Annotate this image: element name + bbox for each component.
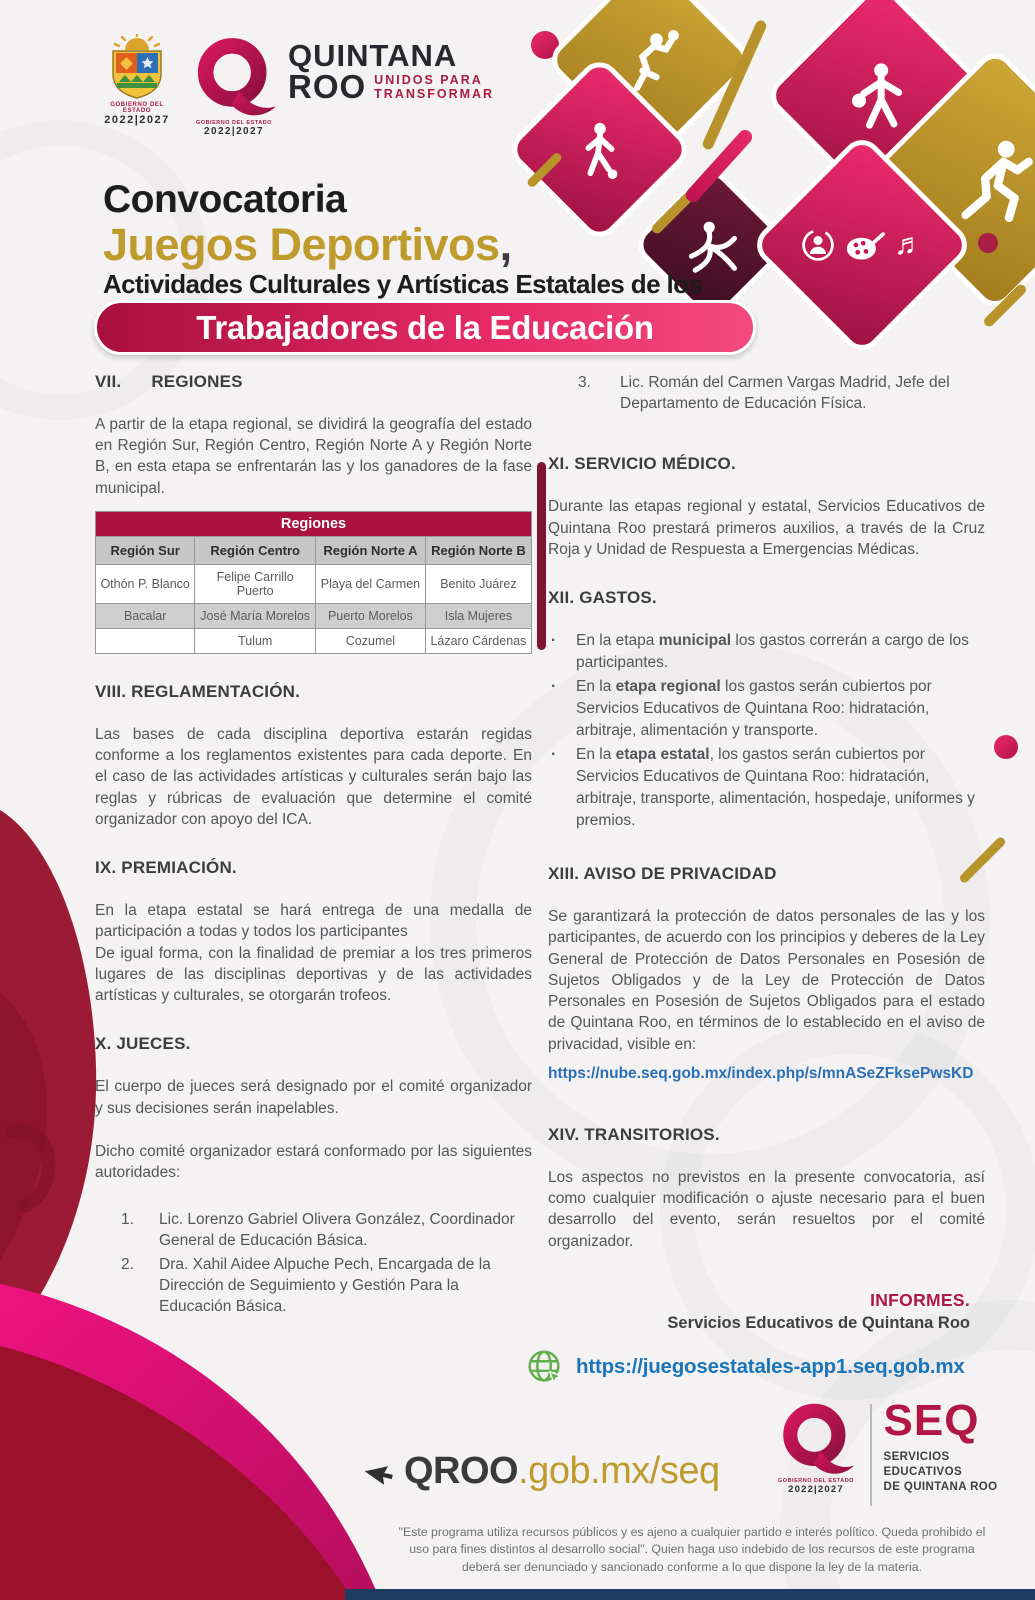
legal-disclaimer: "Este programa utiliza recursos públicos y es ajeno a cualquier partido e interés político. Queda prohibido el uso para fines distintos al desarrollo social". Quien haga uso indebido de los recursos de este programa deberá ser denunciado y sancionado conforme a lo que dispone la ley de la materia.: [398, 1525, 986, 1574]
table-header: Región Sur: [96, 536, 195, 564]
table-header: Región Norte B: [425, 536, 531, 564]
brand-years: 2022|2027: [204, 126, 264, 137]
table-cell: Isla Mujeres: [425, 603, 531, 628]
runner-icon: [953, 138, 1035, 222]
premiacion-paragraph-2: De igual forma, con la finalidad de premiar a los tres primeros lugares de las disciplinas deportivas y de las actividades artísticas y culturales, se otorgarán trofeos.: [95, 944, 532, 1005]
regiones-paragraph: A partir de la etapa regional, se dividirá la geografía del estado en Región Sur, Región Centro, Región Norte A y Región Norte B, en esta etapa se enfrentarán las y los ganadores de la fase municipal.: [95, 416, 532, 497]
premiacion-paragraph-1: En la etapa estatal se hará entrega de una medalla de participación a todas y todos los participantes: [95, 902, 532, 941]
table-title: Regiones: [96, 511, 532, 536]
portal-row: [524, 1346, 965, 1388]
section-heading-servicio-medico: XI. SERVICIO MÉDICO.: [548, 454, 736, 474]
bullet-item: · En la etapa regional los gastos serán cubiertos por Servicios Educativos de Quintana Roo: hidratación, arbitraje, alimentación y transporte.: [548, 676, 985, 742]
servicio-medico-paragraph: Durante las etapas regional y estatal, Servicios Educativos de Quintana Roo prestará primeros auxilios, a través de la Cruz Roja y Unidad de Respuesta a Emergencias Médicas.: [548, 498, 985, 558]
table-header: Región Centro: [195, 536, 316, 564]
brand-tagline-1: UNIDOS PARA: [374, 72, 483, 87]
seq-acronym: SEQ: [883, 1396, 980, 1445]
crimson-dot: [978, 233, 998, 253]
list-item: 3. Lic. Román del Carmen Vargas Madrid, Jefe del Departamento de Educación Física.: [578, 374, 950, 413]
aviso-paragraph: Se garantizará la protección de datos personales de las y los participantes, de acuerdo con los principios y deberes de la Ley General de Protección de Datos Personales en Posesión de Sujetos Obligados y de la Ley de Protección de Datos Personales en Posesión de Sujetos Obligados para el estado de Quintana Roo, en términos de lo establecido en el aviso de privacidad, visible en:: [548, 908, 985, 1053]
state-coat-of-arms: [98, 34, 176, 126]
section-heading-transitorios: XIV. TRANSITORIOS.: [548, 1124, 720, 1144]
bullet-glyph: ·: [551, 632, 557, 650]
table-cell: Lázaro Cárdenas: [425, 628, 531, 653]
table-header: Región Norte A: [316, 536, 426, 564]
crimson-gutter-line: [537, 462, 546, 650]
table-cell: Tulum: [195, 628, 316, 653]
bottom-navy-bar: [345, 1589, 1035, 1600]
seq-divider: [870, 1404, 872, 1506]
coat-of-arms-icon: [98, 34, 176, 100]
quintana-roo-logo: [186, 34, 494, 137]
seq-q-icon: [772, 1400, 860, 1478]
seq-logo-block: [772, 1396, 998, 1506]
table-cell: Cozumel: [316, 628, 426, 653]
section-heading-regiones: VII. REGIONES: [95, 372, 243, 391]
cursor-arrow-icon: [366, 1457, 396, 1487]
title-banner: Trabajadores de la Educación: [94, 300, 756, 355]
informes-org: Servicios Educativos de Quintana Roo: [667, 1314, 970, 1332]
title-actividades: Actividades Culturales y Artísticas Estatales de los: [103, 269, 703, 299]
table-cell: Puerto Morelos: [316, 603, 426, 628]
palette-icon: [845, 228, 885, 262]
gastos-bullet-list: [548, 630, 985, 832]
dancer-icon: [684, 217, 740, 273]
table-cell: Benito Juárez: [425, 564, 531, 603]
seq-gob-years: 2022|2027: [788, 1484, 844, 1495]
table-cell: Felipe Carrillo Puerto: [195, 564, 316, 603]
table-row: [96, 564, 532, 603]
table-cell: José María Morelos: [195, 603, 316, 628]
bullet-item: · En la etapa estatal, los gastos serán cubiertos por Servicios Educativos de Quintana Roo: hidratación, arbitraje, transporte, alimentación, hospedaje, uniformes y premios.: [548, 744, 985, 832]
bullet-glyph: ·: [551, 678, 557, 696]
authorities-list: [95, 1209, 532, 1317]
table-row: [96, 603, 532, 628]
section-heading-jueces: X. JUECES.: [95, 1034, 191, 1054]
transitorios-paragraph: Los aspectos no previstos en la presente convocatoria, así como cualquier modificación o ajuste necesario para el buen desarrollo del evento, serán resueltos por el comité organizador.: [548, 1168, 985, 1250]
music-note-icon: ♬: [894, 228, 924, 261]
bullet-item: · En la etapa municipal los gastos correrán a cargo de los participantes.: [548, 630, 985, 674]
regiones-table: [95, 511, 532, 654]
left-column: [95, 372, 532, 1317]
brand-tagline-2: TRANSFORMAR: [374, 86, 495, 101]
reglamentacion-paragraph: Las bases de cada disciplina deportiva estarán regidas conforme a los reglamentos existentes para cada deporte. En el caso de las actividades artísticas y culturales serán bajo las reglas y rúbricas de evaluación que determine el comité organizador con apoyo del ICA.: [95, 725, 532, 828]
privacy-notice-link[interactable]: https://nube.seq.gob.mx/index.php/s/mnASeZFksePwsKD: [548, 1064, 974, 1082]
jueces-paragraph-1: El cuerpo de jueces será designado por el comité organizador y sus decisiones serán inapelables.: [95, 1078, 532, 1117]
table-cell: Playa del Carmen: [316, 564, 426, 603]
table-cell: [96, 628, 195, 653]
section-heading-aviso-privacidad: XIII. AVISO DE PRIVACIDAD: [548, 864, 777, 884]
title-convocatoria: Convocatoria: [103, 178, 347, 221]
state-site-row: [366, 1450, 720, 1493]
brand-word-quintana: QUINTANA: [288, 38, 458, 73]
table-row: [96, 628, 532, 653]
jueces-paragraph-2: Dicho comité organizador estará conformado por las siguientes autoridades:: [95, 1142, 532, 1181]
section-heading-premiacion: IX. PREMIACIÓN.: [95, 858, 237, 878]
qroo-site-link[interactable]: QROO.gob.mx/seq: [404, 1450, 720, 1492]
informes-block: [667, 1290, 970, 1333]
brand-word-roo: ROO: [288, 68, 367, 105]
list-item: 1. Lic. Lorenzo Gabriel Olivera González, Coordinador General de Educación Básica.: [121, 1211, 515, 1250]
title-juegos-deportivos: Juegos Deportivos,: [103, 219, 512, 270]
section-heading-gastos: XII. GASTOS.: [548, 588, 657, 608]
soccer-player-icon: [571, 121, 629, 179]
seq-gob-caption: GOBIERNO DEL ESTADO: [778, 1478, 854, 1484]
singer-icon: [800, 227, 836, 263]
list-item: 2. Dra. Xahil Aidee Alpuche Pech, Encargada de la Dirección de Seguimiento y Gestión Para la Educación Básica.: [121, 1255, 491, 1316]
informes-label: INFORMES.: [870, 1290, 970, 1310]
bullet-glyph: ·: [551, 746, 557, 764]
table-cell: Othón P. Blanco: [96, 564, 195, 603]
coat-caption: GOBIERNO DEL ESTADO: [110, 102, 164, 114]
table-cell: Bacalar: [96, 603, 195, 628]
coat-years: 2022|2027: [104, 114, 170, 126]
seq-line-2: EDUCATIVOS: [883, 1465, 963, 1478]
section-heading-reglamentacion: VIII. REGLAMENTACIÓN.: [95, 681, 301, 701]
portal-url-link[interactable]: https://juegosestatales-app1.seq.gob.mx: [576, 1355, 965, 1378]
q-brand-icon: [186, 34, 282, 120]
seq-line-1: SERVICIOS: [883, 1450, 950, 1463]
globe-icon: [524, 1346, 566, 1388]
brand-caption: GOBIERNO DEL ESTADO: [196, 120, 272, 126]
pink-dot: [994, 735, 1018, 759]
seq-line-3: DE QUINTANA ROO: [883, 1481, 998, 1494]
bottom-left-swoosh: [0, 1270, 400, 1600]
right-column: [548, 372, 985, 1252]
